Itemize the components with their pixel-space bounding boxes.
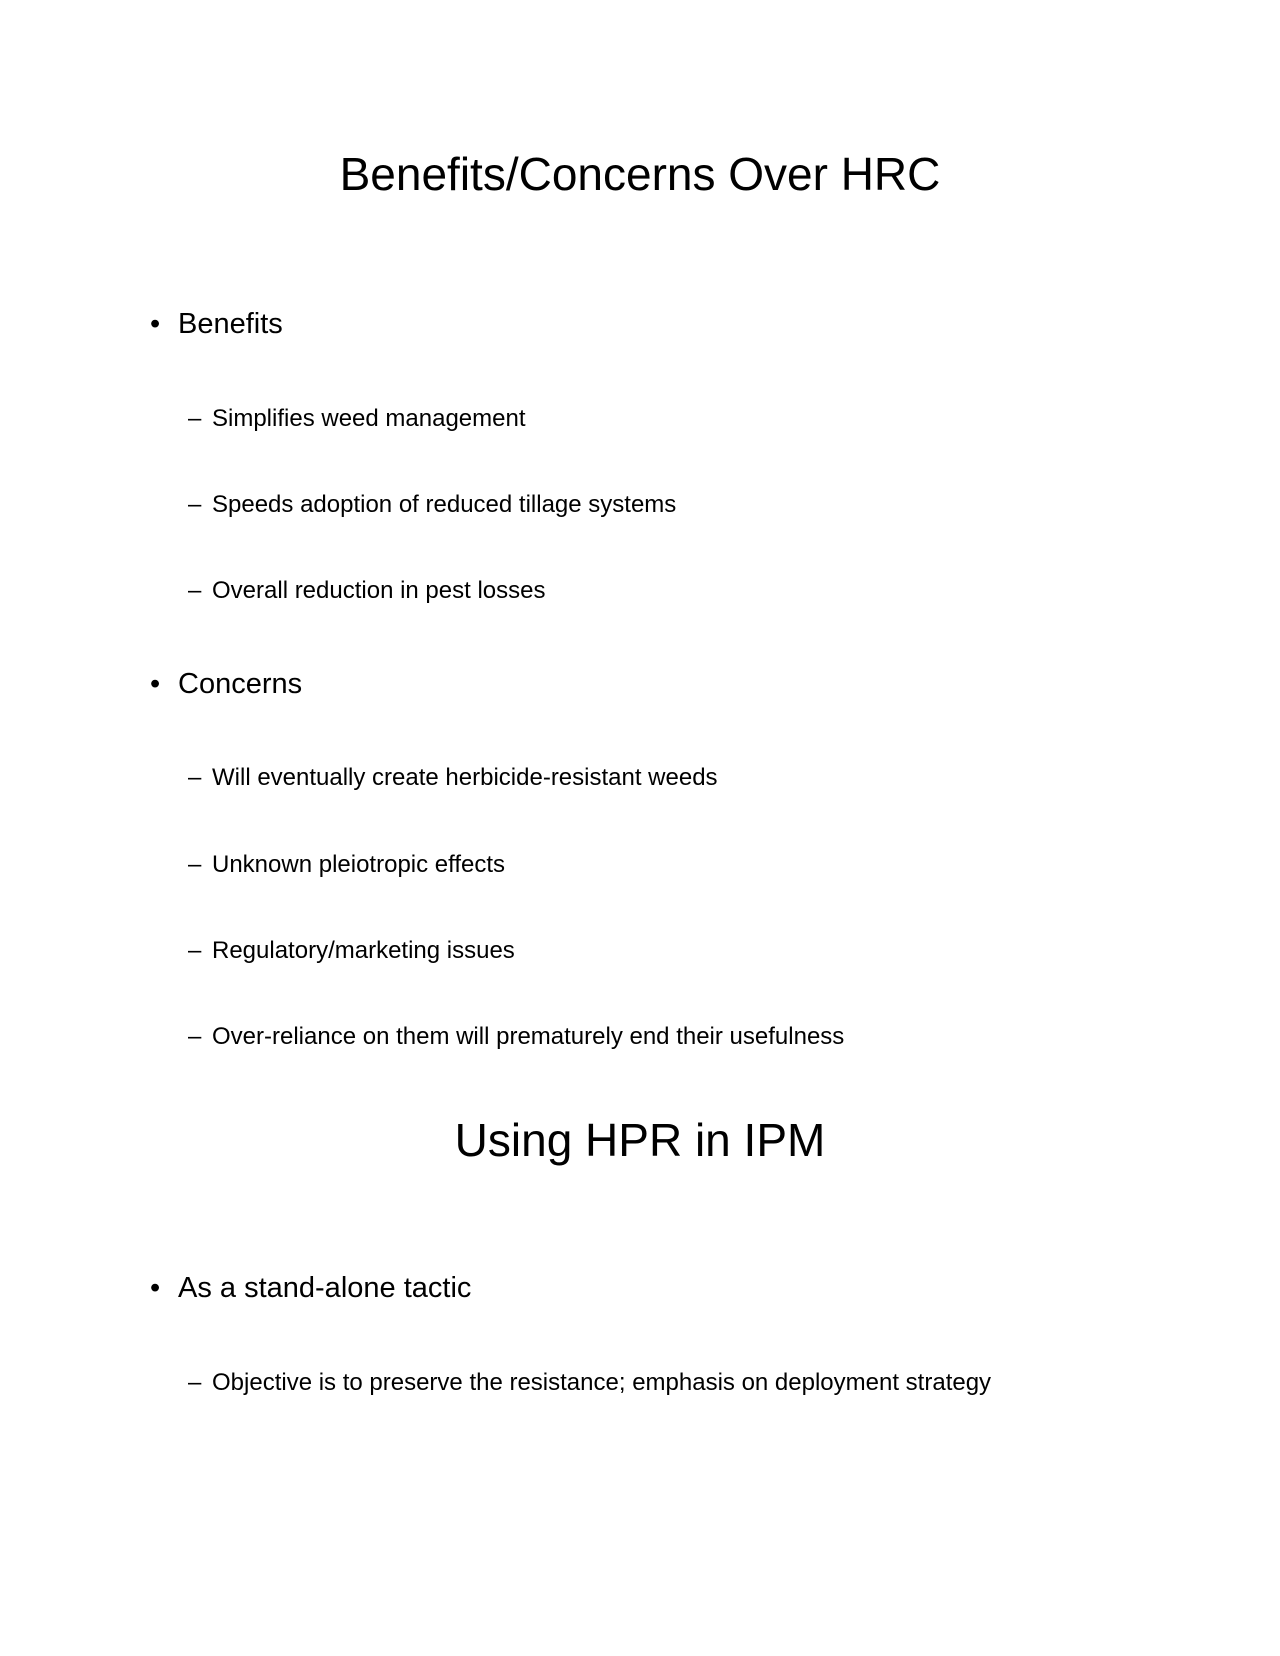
bullet-marker: • [150,308,161,340]
sub-item [188,850,505,880]
sub-item-text: Over-reliance on them will prematurely end their usefulness [212,1023,845,1050]
sub-item-text: Overall reduction in pest losses [212,577,546,604]
sub-item-text: Will eventually create herbicide-resistant weeds [212,764,718,791]
sub-item-text: Unknown pleiotropic effects [212,851,506,878]
section-title: Using HPR in IPM [454,1114,826,1166]
sub-item-text: Objective is to preserve the resistance; emphasis on deployment strategy [212,1369,992,1396]
dash-marker: – [188,937,202,964]
sub-item [188,1368,991,1398]
dash-marker: – [188,851,202,878]
dash-marker: – [188,405,202,432]
dash-marker: – [188,1369,202,1396]
bullet-benefits [150,306,283,342]
sub-item [188,576,546,606]
sub-item-text: Speeds adoption of reduced tillage systems [212,491,677,518]
sub-item-text: Regulatory/marketing issues [212,937,515,964]
sub-item [188,490,676,520]
sub-item [188,936,515,966]
bullet-concerns [150,666,302,702]
page-title: Benefits/Concerns Over HRC [339,148,941,200]
sub-item [188,763,718,793]
bullet-marker: • [150,668,161,700]
bullet-marker: • [150,1272,161,1304]
dash-marker: – [188,1023,202,1050]
dash-marker: – [188,491,202,518]
sub-item [188,1022,844,1052]
dash-marker: – [188,577,202,604]
bullet-stand-alone-tactic [150,1270,471,1306]
dash-marker: – [188,764,202,791]
sub-item-text: Simplifies weed management [212,405,526,432]
bullet-label: As a stand-alone tactic [178,1272,472,1304]
sub-item [188,404,526,434]
bullet-label: Concerns [178,668,303,700]
bullet-label: Benefits [178,308,283,340]
